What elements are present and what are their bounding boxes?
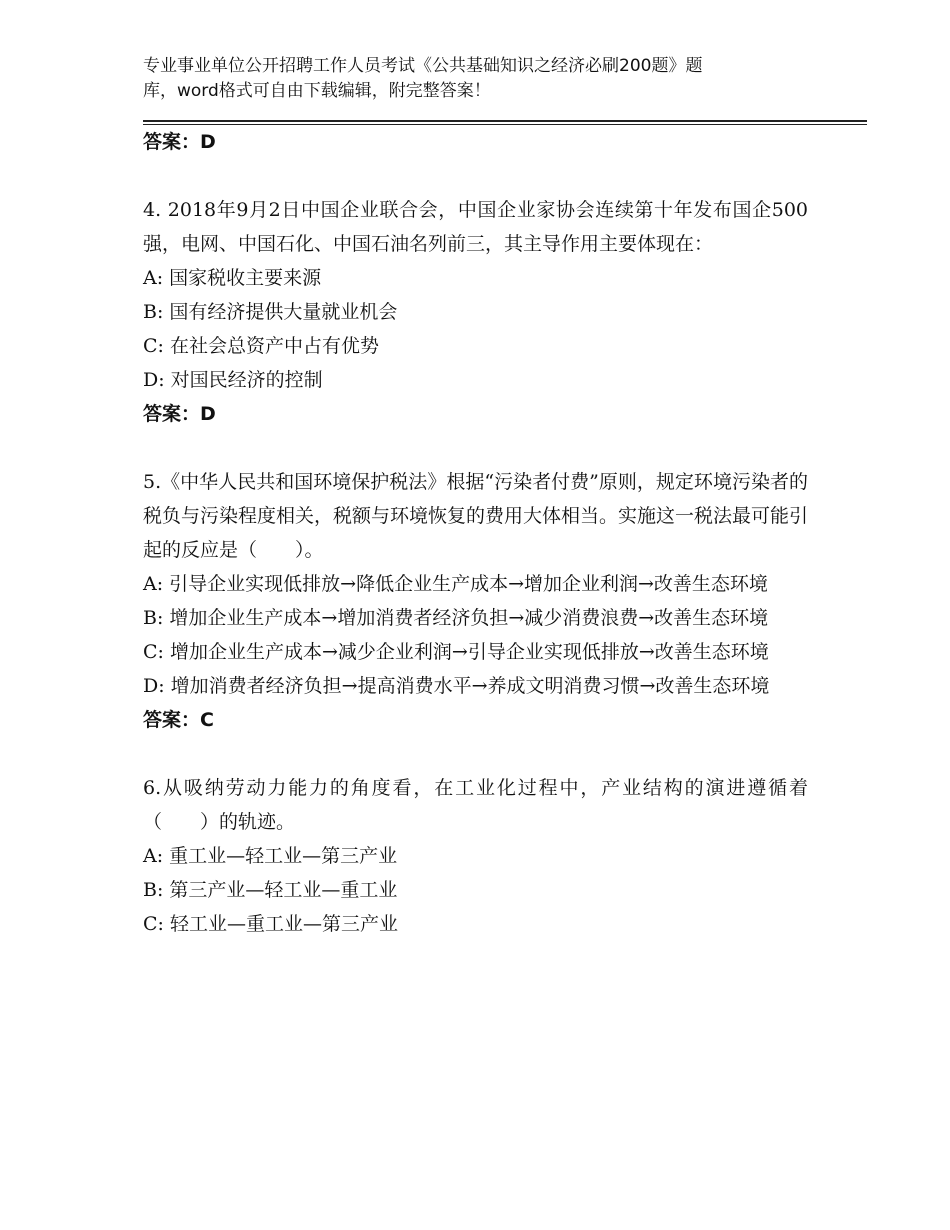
option-b: B: 增加企业生产成本→增加消费者经济负担→减少消费浪费→改善生态环境: [143, 607, 769, 629]
option-c: C: 在社会总资产中占有优势: [143, 335, 379, 357]
option-a: A: 引导企业实现低排放→降低企业生产成本→增加企业利润→改善生态环境: [143, 573, 768, 595]
question-4: [143, 193, 808, 431]
question-text: 5.《中华人民共和国环境保护税法》根据“污染者付费”原则，规定环境污染者的税负与污染程度相关，税额与环境恢复的费用大体相当。实施这一税法最可能引起的反应是（ ）。: [143, 471, 809, 561]
option-b: B: 国有经济提供大量就业机会: [143, 301, 398, 323]
option-c: C: 轻工业—重工业—第三产业: [143, 913, 398, 935]
option-d: D: 增加消费者经济负担→提高消费水平→养成文明消费习惯→改善生态环境: [143, 675, 770, 697]
answer-3: 答案：D: [143, 131, 216, 153]
header-line-2: 库，word格式可自由下载编辑，附完整答案！: [143, 81, 491, 101]
option-a: A: 国家税收主要来源: [143, 267, 322, 289]
question-text: 4. 2018年9月2日中国企业联合会，中国企业家协会连续第十年发布国企500强，电网、中国石化、中国石油名列前三，其主导作用主要体现在：: [143, 199, 808, 255]
answer: 答案：D: [143, 403, 216, 425]
option-d: D: 对国民经济的控制: [143, 369, 323, 391]
document-body: [143, 125, 808, 941]
option-a: A: 重工业—轻工业—第三产业: [143, 845, 398, 867]
page-header: [143, 54, 783, 104]
answer: 答案：C: [143, 709, 214, 731]
question-6: [143, 771, 808, 941]
question-text: 6.从吸纳劳动力能力的角度看，在工业化过程中，产业结构的演进遵循着（ ）的轨迹。: [143, 777, 808, 833]
option-b: B: 第三产业—轻工业—重工业: [143, 879, 398, 901]
header-line-1: 专业事业单位公开招聘工作人员考试《公共基础知识之经济必刷200题》题: [143, 56, 703, 76]
header-rule-thick: [143, 120, 867, 122]
question-5: [143, 465, 808, 737]
option-c: C: 增加企业生产成本→减少企业利润→引导企业实现低排放→改善生态环境: [143, 641, 769, 663]
